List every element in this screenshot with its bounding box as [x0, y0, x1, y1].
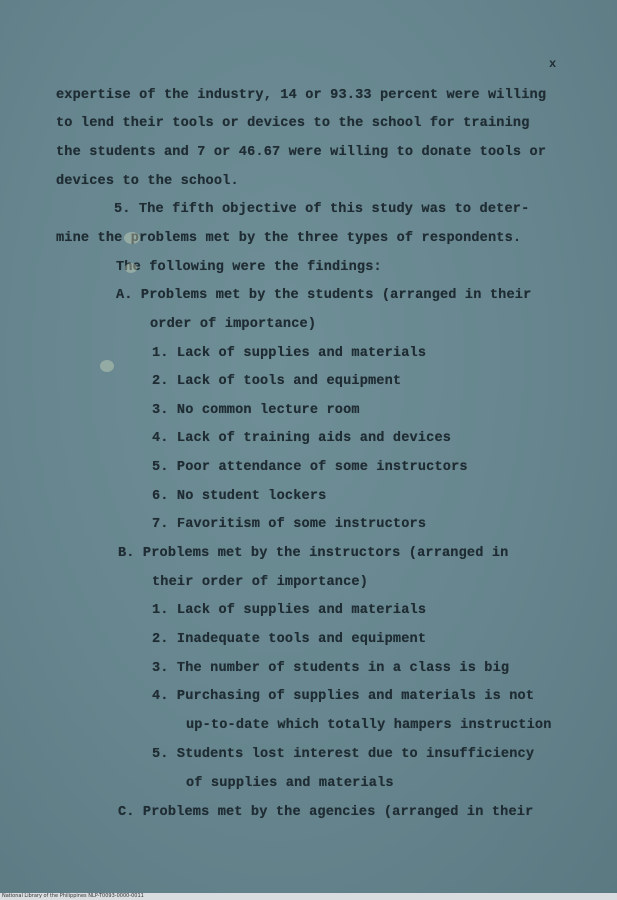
section-heading-c: C. Problems met by the agencies (arranged in their: [118, 805, 534, 820]
list-item: 3. No common lecture room: [152, 403, 360, 418]
text-line: The following were the findings:: [116, 260, 382, 275]
paper-stain: [100, 360, 114, 372]
text-line: up-to-date which totally hampers instruction: [186, 718, 552, 733]
list-item: 4. Purchasing of supplies and materials is not: [152, 689, 535, 704]
list-item: 2. Lack of tools and equipment: [152, 374, 402, 389]
list-item: 1. Lack of supplies and materials: [152, 346, 427, 361]
section-heading-b: B. Problems met by the instructors (arranged in: [118, 546, 509, 561]
list-item: 1. Lack of supplies and materials: [152, 603, 427, 618]
text-line: of supplies and materials: [186, 776, 394, 791]
list-item: 6. No student lockers: [152, 489, 327, 504]
list-item: 3. The number of students in a class is big: [152, 661, 510, 676]
list-item: 4. Lack of training aids and devices: [152, 431, 452, 446]
text-line: to lend their tools or devices to the school for training: [56, 116, 530, 131]
text-line: mine the problems met by the three types of respondents.: [56, 231, 522, 246]
paper-stain: [125, 263, 137, 273]
footer-caption: National Library of the Philippines NLP-T0093-0000-0011: [2, 893, 144, 899]
text-line: expertise of the industry, 14 or 93.33 percent were willing: [56, 88, 547, 103]
section-heading-a: A. Problems met by the students (arranged in their: [116, 288, 532, 303]
page-number: x: [549, 57, 557, 71]
list-item: 5. Poor attendance of some instructors: [152, 460, 468, 475]
list-item: 7. Favoritism of some instructors: [152, 517, 427, 532]
list-item: 5. Students lost interest due to insufficiency: [152, 747, 535, 762]
list-item: 2. Inadequate tools and equipment: [152, 632, 427, 647]
text-line: 5. The fifth objective of this study was to deter-: [114, 202, 530, 217]
text-line: the students and 7 or 46.67 were willing to donate tools or: [56, 145, 547, 160]
text-line: devices to the school.: [56, 174, 239, 189]
text-line: their order of importance): [152, 575, 368, 590]
text-line: order of importance): [150, 317, 317, 332]
paper-stain: [124, 232, 140, 244]
